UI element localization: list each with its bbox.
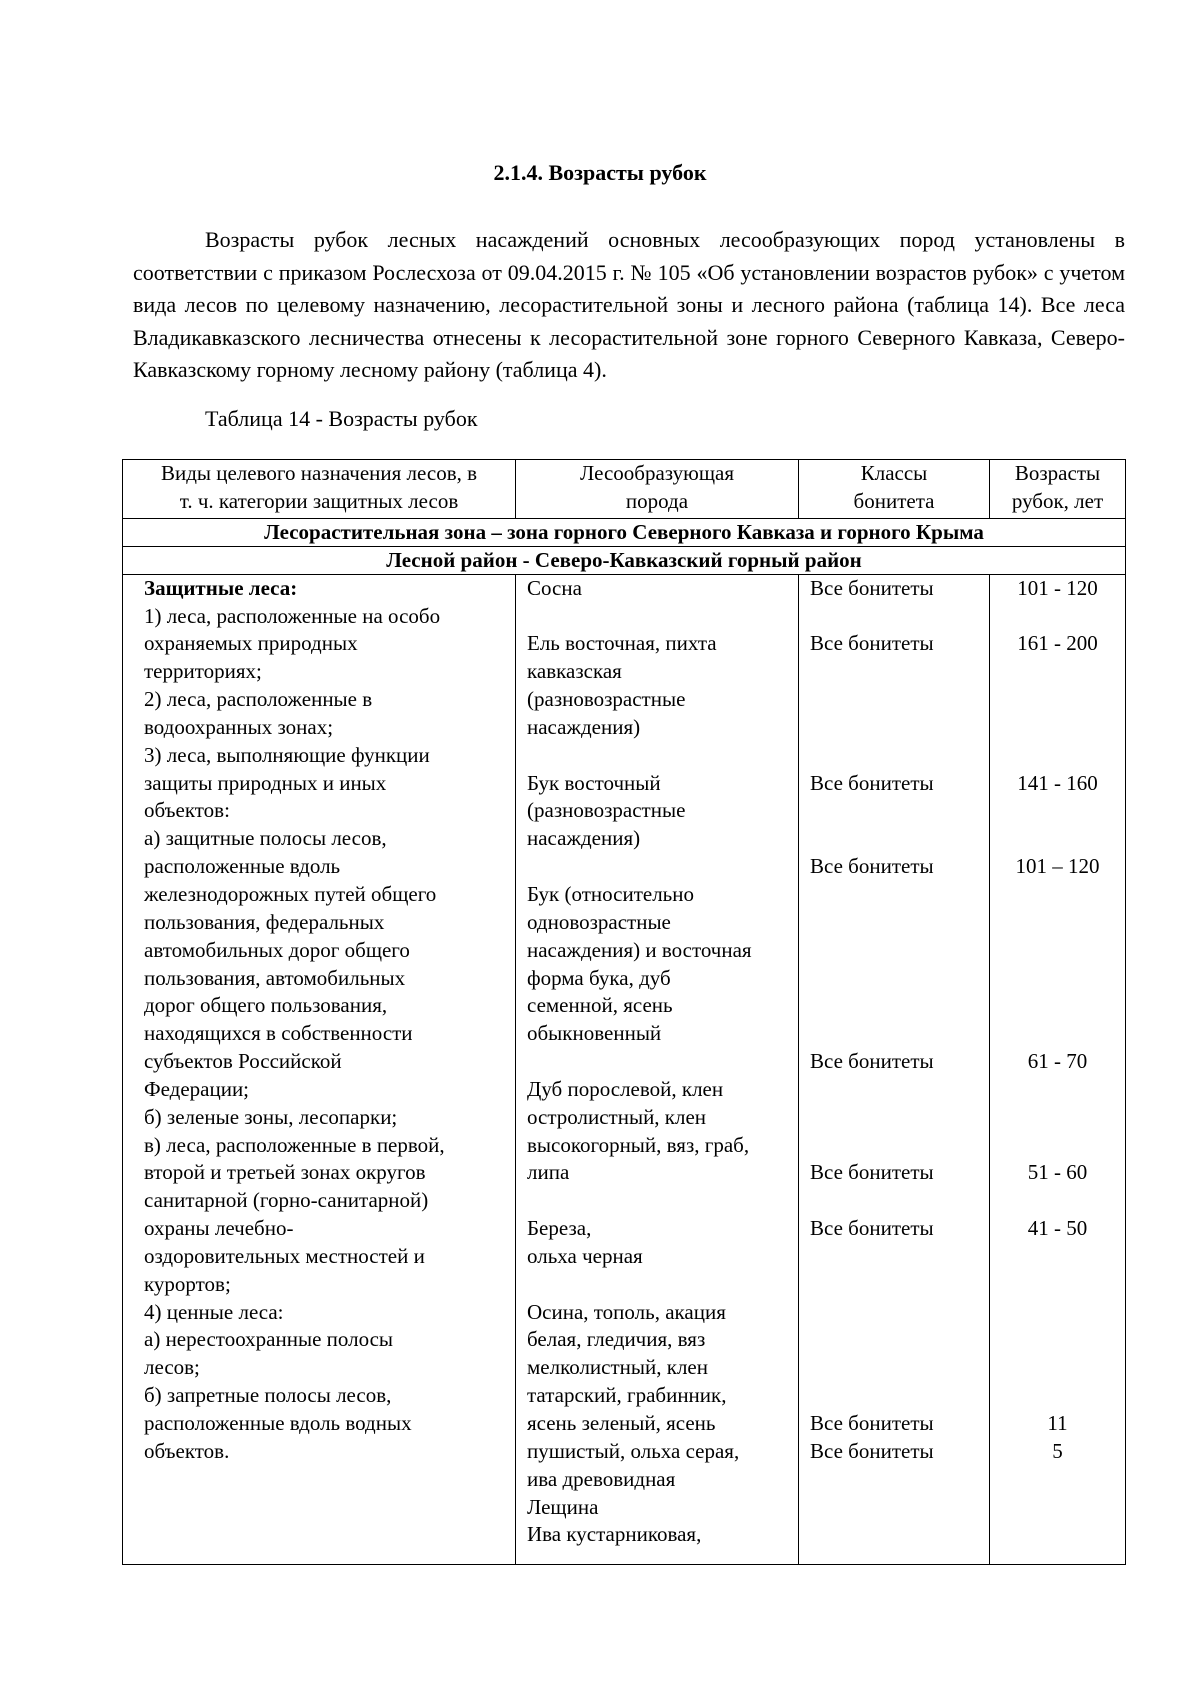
species-line: Бук восточный bbox=[527, 770, 661, 795]
cutting-age-cell bbox=[990, 574, 1126, 1564]
cutting-age-line bbox=[990, 1299, 1125, 1327]
site-class-line bbox=[810, 881, 989, 909]
header-cutting-age bbox=[990, 460, 1126, 519]
cutting-age-line bbox=[990, 825, 1125, 853]
species-line bbox=[527, 742, 794, 770]
cutting-age-line bbox=[990, 686, 1125, 714]
cutting-age-line bbox=[990, 992, 1125, 1020]
purpose-line: Федерации; bbox=[144, 1076, 250, 1101]
cutting-age-line bbox=[990, 742, 1125, 770]
cutting-age-line bbox=[990, 1271, 1125, 1299]
purpose-line: оздоровительных местностей и bbox=[144, 1243, 425, 1268]
species-line: мелколистный, клен bbox=[527, 1355, 708, 1380]
cutting-age-line: 141 - 160 bbox=[1017, 770, 1098, 795]
purpose-line: а) защитные полосы лесов, bbox=[144, 826, 387, 851]
purpose-line: водоохранных зонах; bbox=[144, 714, 334, 739]
cutting-age-line bbox=[990, 1326, 1125, 1354]
zone-cell: Лесорастительная зона – зона горного Северного Кавказа и горного Крыма bbox=[123, 518, 1126, 546]
site-class-line bbox=[810, 1271, 989, 1299]
table-caption: Таблица 14 - Возрасты рубок bbox=[205, 406, 478, 431]
purpose-line: расположенные вдоль водных bbox=[144, 1411, 412, 1435]
header-purpose-line: т. ч. категории защитных лесов bbox=[179, 488, 459, 513]
purpose-line: б) запретные полосы лесов, bbox=[144, 1383, 392, 1408]
site-class-line bbox=[810, 1076, 989, 1104]
species-line: Дуб порослевой, клен bbox=[527, 1076, 724, 1101]
header-site-class-line: Классы bbox=[860, 461, 928, 485]
species-line bbox=[527, 603, 794, 631]
site-class-line bbox=[810, 1187, 989, 1215]
site-class-line bbox=[810, 1132, 989, 1160]
cutting-age-line: 41 - 50 bbox=[1027, 1216, 1088, 1241]
site-class-line: Все бонитеты bbox=[810, 854, 934, 879]
purpose-line: объектов: bbox=[144, 798, 230, 823]
cutting-age-line: 5 bbox=[1052, 1438, 1063, 1463]
purpose-line: дорог общего пользования, bbox=[144, 993, 388, 1018]
purpose-line: охраняемых природных bbox=[144, 631, 358, 656]
purpose-line: а) нерестоохранные полосы bbox=[144, 1327, 394, 1352]
species-line: насаждения) и восточная bbox=[527, 937, 752, 962]
site-class-line bbox=[810, 714, 989, 742]
header-species bbox=[516, 460, 799, 519]
species-line bbox=[527, 1048, 794, 1076]
species-line: ольха черная bbox=[527, 1243, 643, 1268]
species-line: насаждения) bbox=[527, 714, 641, 739]
purpose-line: пользования, автомобильных bbox=[144, 965, 406, 990]
site-class-line: Все бонитеты bbox=[810, 770, 934, 795]
cutting-age-line bbox=[990, 1132, 1125, 1160]
species-line: Сосна bbox=[527, 575, 582, 600]
species-line: ива древовидная bbox=[527, 1466, 676, 1491]
site-class-line bbox=[810, 1382, 989, 1410]
header-site-class-line: бонитета bbox=[853, 488, 935, 513]
species-line: ясень зеленый, ясень bbox=[527, 1411, 716, 1435]
site-class-line bbox=[810, 992, 989, 1020]
section-heading: 2.1.4. Возрасты рубок bbox=[493, 160, 707, 185]
purpose-line: 4) ценные леса: bbox=[144, 1299, 284, 1324]
body-paragraph: Возрасты рубок лесных насаждений основных лесообразующих пород установлены в соответствии с приказом Рослесхоза от 09.04.2015 г. № 105 «Об установлении возрастов рубок» с учетом вида лесов по целевому назначению, лесорастительной зоны и лесного района (таблица 14). Все леса Владикавказского лесничества отнесены к лесорастительной зоне горного Северного Кавказа, Северо-Кавказскому горному лесному району (таблица 4). bbox=[133, 227, 1125, 383]
species-line: высокогорный, вяз, граб, bbox=[527, 1132, 750, 1157]
species-line bbox=[527, 1271, 794, 1299]
cutting-age-line bbox=[990, 1104, 1125, 1132]
district-cell: Лесной район - Северо-Кавказский горный район bbox=[123, 546, 1126, 574]
purpose-line: объектов. bbox=[144, 1438, 230, 1463]
site-class-line bbox=[810, 797, 989, 825]
table-body-row bbox=[123, 574, 1126, 1564]
purpose-line: пользования, федеральных bbox=[144, 909, 385, 934]
species-line: Осина, тополь, акация bbox=[527, 1299, 726, 1324]
species-line: обыкновенный bbox=[527, 1021, 662, 1046]
cutting-age-table bbox=[122, 459, 1126, 1565]
cutting-age-line bbox=[990, 1354, 1125, 1382]
cutting-age-line: 101 - 120 bbox=[1017, 575, 1098, 600]
district-row bbox=[123, 546, 1126, 574]
site-class-line bbox=[810, 658, 989, 686]
site-class-line bbox=[810, 686, 989, 714]
cutting-age-line: 51 - 60 bbox=[1027, 1160, 1088, 1185]
site-class-line bbox=[810, 1299, 989, 1327]
site-class-cell bbox=[799, 574, 990, 1564]
header-species-line: Лесообразующая bbox=[580, 461, 734, 485]
site-class-line bbox=[810, 909, 989, 937]
species-line: (разновозрастные bbox=[527, 798, 686, 823]
cutting-age-line bbox=[990, 937, 1125, 965]
purpose-line: 2) леса, расположенные в bbox=[144, 687, 373, 712]
species-line bbox=[527, 853, 794, 881]
site-class-line bbox=[810, 937, 989, 965]
purpose-line: б) зеленые зоны, лесопарки; bbox=[144, 1104, 398, 1129]
site-class-line: Все бонитеты bbox=[810, 1160, 934, 1185]
purpose-line: второй и третьей зонах округов bbox=[144, 1160, 426, 1185]
site-class-line bbox=[810, 1104, 989, 1132]
species-line bbox=[527, 1187, 794, 1215]
cutting-age-line: 61 - 70 bbox=[1027, 1049, 1088, 1074]
header-site-class bbox=[799, 460, 990, 519]
species-line: Лещина bbox=[527, 1494, 599, 1519]
purpose-line: 3) леса, выполняющие функции bbox=[144, 742, 430, 767]
site-class-line: Все бонитеты bbox=[810, 631, 934, 656]
purpose-line: 1) леса, расположенные на особо bbox=[144, 603, 441, 628]
species-line: Ель восточная, пихта bbox=[527, 631, 717, 656]
purpose-line: защиты природных и иных bbox=[144, 770, 387, 795]
site-class-line bbox=[810, 1020, 989, 1048]
site-class-line bbox=[810, 1243, 989, 1271]
purpose-line: находящихся в собственности bbox=[144, 1021, 413, 1046]
site-class-line: Все бонитеты bbox=[810, 1216, 934, 1241]
purpose-line: охраны лечебно- bbox=[144, 1216, 294, 1241]
site-class-line bbox=[810, 742, 989, 770]
purpose-line: территориях; bbox=[144, 659, 262, 684]
cutting-age-line: 101 – 120 bbox=[1015, 854, 1100, 879]
purpose-line: Защитные леса: bbox=[144, 575, 298, 600]
cutting-age-line bbox=[990, 965, 1125, 993]
cutting-age-line bbox=[990, 658, 1125, 686]
cutting-age-line bbox=[990, 1382, 1125, 1410]
cutting-age-line bbox=[990, 603, 1125, 631]
species-line: (разновозрастные bbox=[527, 687, 686, 712]
site-class-line bbox=[810, 1354, 989, 1382]
header-cutting-age-line: Возрасты bbox=[1014, 461, 1101, 485]
species-line: кавказская bbox=[527, 659, 622, 684]
cutting-age-line: 161 - 200 bbox=[1017, 631, 1098, 656]
purpose-line: железнодорожных путей общего bbox=[144, 881, 437, 906]
cutting-age-line bbox=[990, 1020, 1125, 1048]
forest-purpose-cell bbox=[123, 574, 516, 1564]
site-class-line: Все бонитеты bbox=[810, 1049, 934, 1074]
purpose-line: субъектов Российской bbox=[144, 1049, 342, 1074]
cutting-age-line bbox=[990, 1076, 1125, 1104]
site-class-line bbox=[810, 1326, 989, 1354]
header-cutting-age-line: рубок, лет bbox=[1011, 488, 1104, 513]
species-line: Бук (относительно bbox=[527, 881, 694, 906]
purpose-line: лесов; bbox=[144, 1355, 200, 1380]
header-purpose-line: Виды целевого назначения лесов, в bbox=[160, 461, 478, 485]
cutting-age-line: 11 bbox=[1047, 1411, 1068, 1435]
zone-row bbox=[123, 518, 1126, 546]
purpose-line: санитарной (горно-санитарной) bbox=[144, 1188, 429, 1213]
cutting-age-line bbox=[990, 909, 1125, 937]
species-line: пушистый, ольха серая, bbox=[527, 1438, 740, 1463]
site-class-line bbox=[810, 603, 989, 631]
cutting-age-line bbox=[990, 1187, 1125, 1215]
species-line: липа bbox=[527, 1160, 570, 1185]
species-line: Ива кустарниковая, bbox=[527, 1522, 702, 1547]
table-header-row bbox=[123, 460, 1126, 519]
species-line: татарский, грабинник, bbox=[527, 1383, 727, 1408]
site-class-line: Все бонитеты bbox=[810, 1438, 934, 1463]
species-cell bbox=[516, 574, 799, 1564]
cutting-age-line bbox=[990, 1243, 1125, 1271]
species-line: белая, гледичия, вяз bbox=[527, 1327, 706, 1352]
header-species-line: порода bbox=[625, 488, 689, 513]
purpose-line: автомобильных дорог общего bbox=[144, 937, 410, 962]
species-line: семенной, ясень bbox=[527, 993, 673, 1018]
site-class-line: Все бонитеты bbox=[810, 575, 934, 600]
species-line: одновозрастные bbox=[527, 909, 671, 934]
species-line: форма бука, дуб bbox=[527, 965, 671, 990]
site-class-line bbox=[810, 825, 989, 853]
cutting-age-line bbox=[990, 797, 1125, 825]
header-purpose bbox=[123, 460, 516, 519]
cutting-age-line bbox=[990, 881, 1125, 909]
purpose-line: в) леса, расположенные в первой, bbox=[144, 1132, 445, 1157]
purpose-line: курортов; bbox=[144, 1271, 231, 1296]
site-class-line: Все бонитеты bbox=[810, 1411, 934, 1435]
species-line: Береза, bbox=[527, 1216, 592, 1241]
species-line: остролистный, клен bbox=[527, 1104, 707, 1129]
cutting-age-line bbox=[990, 714, 1125, 742]
species-line: насаждения) bbox=[527, 826, 641, 851]
site-class-line bbox=[810, 965, 989, 993]
purpose-line: расположенные вдоль bbox=[144, 854, 341, 879]
